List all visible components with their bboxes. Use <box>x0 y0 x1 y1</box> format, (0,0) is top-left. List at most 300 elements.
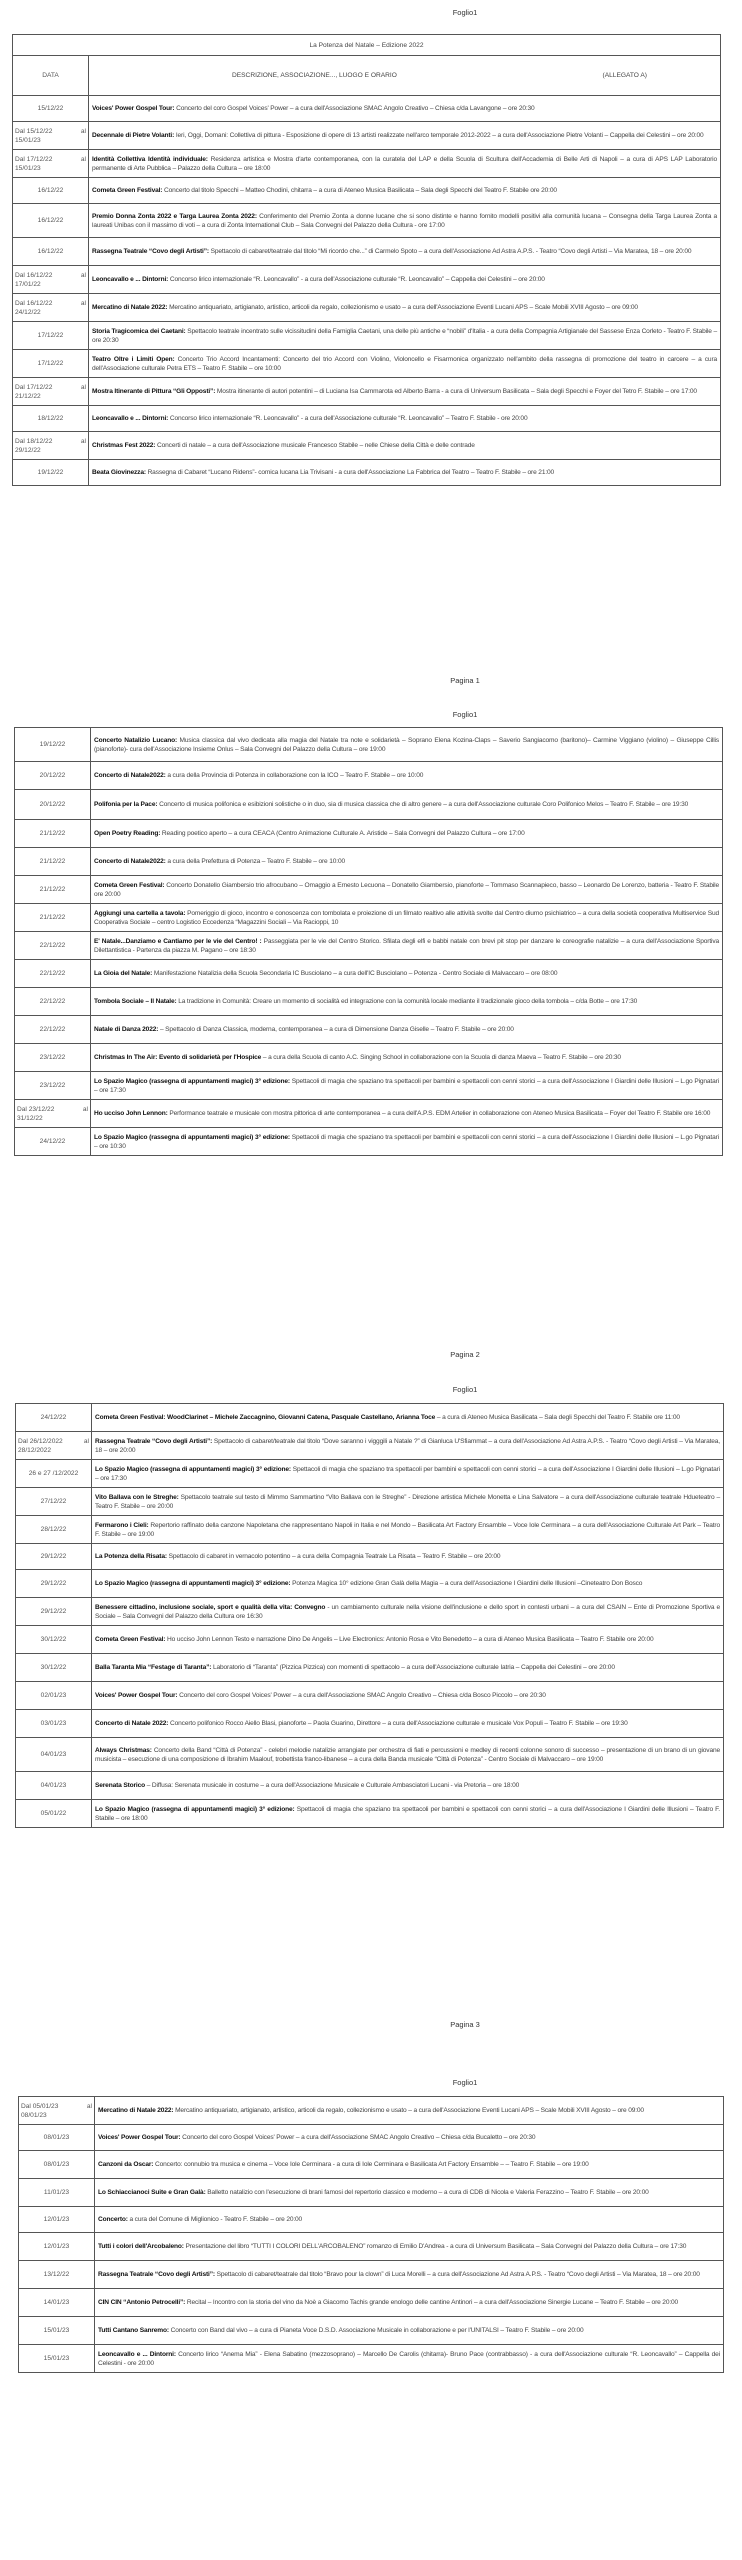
event-title: Concerto di Natale2022: <box>94 772 166 779</box>
date-range-start-line <box>15 271 86 280</box>
event-details: – a cura di Ateneo Musica Basilicata – Sala degli Specchi del Teatro F. Stabile ore 11:00 <box>435 1414 680 1421</box>
event-description <box>89 350 721 378</box>
event-title: Vito Ballava con le Streghe: <box>95 1493 179 1501</box>
event-date <box>13 294 89 322</box>
event-description <box>92 1404 724 1432</box>
event-date: 30/12/22 <box>16 1654 92 1682</box>
event-description <box>89 150 721 178</box>
event-date: 16/12/22 <box>13 178 89 204</box>
event-description <box>89 266 721 294</box>
schedule-table-page-4 <box>18 2096 724 2373</box>
event-title: Lo Spazio Magico (rassegna di appuntamenti magici) 3° edizione: <box>95 1580 291 1587</box>
event-title: Canzoni da Oscar: <box>98 2161 154 2168</box>
event-details: Conferimento del Premio Zonta a donne lucane che si sono distinte e hanno fornito modelli positivi alla comunità lucana – Consegna della Targa Laurea Zonta a laureati Unibas con il massimo di voti – a cura di Zonta International Club – Sala Convegni del Palazzo della Cultura - ore 17:00 <box>92 212 718 229</box>
header-description-cell <box>89 56 721 96</box>
table-row <box>19 2289 724 2317</box>
event-details: Rassegna di Cabaret “Lucano Ridens”- comica lucana Lia Trivisani - a cura dell'Associazione La Fabbrica del Teatro – Teatro F. Stabile – ore 21:00 <box>145 469 555 476</box>
event-details: Passeggiata per le vie del Centro Storico. Sfilata degli elfi e babbi natale con brevi pit stop per danzare le coreografie natalizie – a cura dell'Associazione Sportiva Dilettantistica - Partenza da piazza M. Pagano – ore 18:30 <box>94 937 719 954</box>
event-description <box>92 1598 724 1626</box>
event-date <box>13 122 89 150</box>
date-range-start-line <box>15 127 86 136</box>
event-title: Teatro Oltre i Limiti Open: <box>92 355 175 363</box>
event-description <box>89 96 721 122</box>
event-title: Concerto Natalizio Lucano: <box>94 736 178 744</box>
sheet-label: Foglio1 <box>452 1385 478 1394</box>
event-description <box>92 1432 724 1460</box>
date-range-start-line <box>21 2102 92 2111</box>
date-from: Dal 26/12/2022 <box>18 1437 63 1445</box>
table-row <box>16 1516 724 1544</box>
event-details: Spettacoli di magia che spaziano tra spettacoli per bambini e spettacoli con cenni storici – a cura dell'Associazione I Giardini delle Illusioni – L.go Pignatari – ore 17:30 <box>95 1465 720 1482</box>
event-description <box>92 1488 724 1516</box>
event-description <box>95 2179 724 2207</box>
event-title: Christmas In The Air: Evento di solidarietà per l'Hospice <box>94 1054 262 1061</box>
date-range-start-line <box>15 437 86 446</box>
table-row <box>19 2151 724 2179</box>
event-date <box>19 2097 95 2125</box>
date-al: al <box>80 127 86 135</box>
event-title: Balla Taranta Mia “Festage di Taranta”: <box>95 1664 212 1671</box>
event-description <box>91 790 723 820</box>
event-details: Musica classica dal vivo dedicata alla magia del Natale tra note e solidarietà – Soprano Elena Kozina-Claps – Saverio Sangiacomo (baritono)– Carmine Viggiano (violino) – Giuseppe Cillis (pianoforte)- cura dell'Associazione Insieme Onlus – Sala Convegni del Palazzo della Cultura – ore 19:00 <box>94 736 719 753</box>
table-title: La Potenza del Natale – Edizione 2022 <box>13 35 721 56</box>
table-row <box>13 350 721 378</box>
event-date: 22/12/22 <box>15 932 91 960</box>
event-date: 14/01/23 <box>19 2289 95 2317</box>
table-row <box>19 2125 724 2151</box>
date-to: 08/01/23 <box>21 2111 47 2119</box>
event-description <box>95 2345 724 2373</box>
table-row <box>15 820 723 848</box>
date-to: 24/12/22 <box>15 308 41 316</box>
event-details: Concerto polifonico Rocco Aiello Blasi, pianoforte – Paola Guarino, Direttore – a cura dell'Associazione culturale e musicale Vox Populi – Teatro F. Stabile – ore 19:30 <box>168 1720 628 1727</box>
table-row <box>16 1710 724 1738</box>
event-title: Open Poetry Reading: <box>94 830 161 837</box>
event-details: – Diffusa: Serenata musicale in costume – a cura dell'Associazione Musicale e Culturale Ambasciatori Lucani - via Pretoria – ore 18:00 <box>145 1782 520 1789</box>
event-date <box>13 432 89 460</box>
date-from: Dal 23/12/22 <box>17 1105 55 1113</box>
table-title-row <box>13 35 721 56</box>
date-from: Dal 17/12/22 <box>15 383 53 391</box>
event-description <box>91 728 723 762</box>
event-date: 15/12/22 <box>13 96 89 122</box>
event-description <box>95 2317 724 2345</box>
event-date: 13/12/22 <box>19 2261 95 2289</box>
date-from: Dal 16/12/22 <box>15 271 53 279</box>
event-date: 30/12/22 <box>16 1626 92 1654</box>
sheet-label: Foglio1 <box>452 710 478 719</box>
event-details: Concerti di natale – a cura dell'Associazione musicale Francesco Stabile – nelle Chiese della Città e delle contrade <box>155 442 475 449</box>
date-al: al <box>80 437 86 445</box>
event-details: Residenza artistica e Mostra d'arte contemporanea, con la curatela del LAP e della Scuola di Scultura dell'Accademia di Belle Arti di Napoli – a cura di APS LAP Laboratorio permanente di Arte Pubblica – Palazzo della Cultura – ore 18:00 <box>92 155 717 172</box>
event-title: Tutti Cantano Sanremo: <box>98 2327 169 2334</box>
sheet-label: Foglio1 <box>452 8 478 17</box>
event-details: Pomeriggio di gioco, incontro e conoscenza con tombolata e proiezione di un filmato realtivo alle attività svolte dal Centro diurno psichiatrico – a cura della società cooperativa Multiservice Sud Cooperativa Sociale – centro Logistico Eccedenza “Magazzini Sociali – Via Racioppi, 10 <box>94 909 720 926</box>
event-date: 08/01/23 <box>19 2151 95 2179</box>
event-date: 20/12/22 <box>15 790 91 820</box>
event-title: Christmas Fest 2022: <box>92 442 156 449</box>
event-description <box>92 1654 724 1682</box>
event-date: 22/12/22 <box>15 1016 91 1044</box>
table-row <box>19 2345 724 2373</box>
event-date: 12/01/23 <box>19 2233 95 2261</box>
event-description <box>89 378 721 406</box>
event-details: Mercatino antiquariato, artigianato, artistico, articoli da regalo, collezionismo e usato – a cura dell'Associazione Eventi Lucani APS – Scale Mobili XVIII Agosto – ore 09:00 <box>167 304 638 311</box>
event-title: Cometa Green Festival: <box>94 881 165 889</box>
date-to: 21/12/22 <box>15 392 41 400</box>
event-title: Premio Donna Zonta 2022 e Targa Laurea Zonta 2022: <box>92 212 257 220</box>
event-description <box>95 2125 724 2151</box>
event-details: Concerto della Band “Città di Potenza” - celebri melodie natalizie arrangiate per orchestra di fiati e percussioni e medley di recenti colonne sonoro di successo – presentazione di un brano di un giovane musicista – esecuzione di una composizione di Ibrahim Maalouf, trobettista franco-libanese – a cura della Banda musicale “Città di Potenza” - Centro Sociale di Malvaccaro – ore 19:00 <box>95 1746 720 1763</box>
table-row <box>15 1072 723 1100</box>
event-date: 24/12/22 <box>15 1128 91 1156</box>
table-row <box>15 848 723 876</box>
event-title: Lo Spazio Magico (rassegna di appuntamenti magici) 3° edizione: <box>95 1805 295 1813</box>
event-title: Concerto di Natale2022: <box>94 858 166 865</box>
event-title: Lo Spazio Magico (rassegna di appuntamenti magici) 3° edizione: <box>95 1465 291 1473</box>
event-date: 15/01/23 <box>19 2317 95 2345</box>
table-row <box>13 266 721 294</box>
table-row <box>13 432 721 460</box>
event-date: 22/12/22 <box>15 988 91 1016</box>
event-title: Natale di Danza 2022: <box>94 1026 159 1033</box>
table-row <box>16 1404 724 1432</box>
event-details: Reading poetico aperto – a cura CEACA (Centro Animazione Culturale A. Aristide – Sala Convegni del Palazzo Cultura – ore 17:00 <box>160 830 525 837</box>
table-row <box>15 988 723 1016</box>
event-details: Concorso lirico internazionale “R. Leoncavallo” - a cura dell'Associazione culturale “R. Leoncavallo” – Teatro F. Stabile - ore 20:00 <box>168 415 528 422</box>
event-description <box>92 1710 724 1738</box>
event-description <box>91 876 723 904</box>
event-description <box>91 1016 723 1044</box>
date-to: 17/01/22 <box>15 280 41 288</box>
event-date: 08/01/23 <box>19 2125 95 2151</box>
event-details: Concerto Donatello Giambersio trio afrocubano – Omaggio a Ernesto Lecuona – Donatello Giambersio, pianoforte – Tommaso Scannapieco, basso – Leonardo De Lorenzo, batteria - Teatro F. Stabile ore 20:00 <box>94 881 719 898</box>
event-date: 27/12/22 <box>16 1488 92 1516</box>
date-to: 28/12/2022 <box>18 1446 52 1454</box>
table-row <box>15 932 723 960</box>
event-date <box>13 266 89 294</box>
event-details: a cura della Provincia di Potenza in collaborazione con la ICO – Teatro F. Stabile – ore 10:00 <box>165 772 424 779</box>
event-details: Ieri, Oggi, Domani: Collettiva di pittura - Esposizione di opere di 13 artisti realizzate nell'arco temporale 2012-2022 – a cura dell'Associazione Pietre Volanti – Cappella dei Celestini – ore 20:00 <box>174 132 704 139</box>
date-range-start-line <box>18 1437 89 1446</box>
event-date: 28/12/22 <box>16 1516 92 1544</box>
date-to: 29/12/22 <box>15 446 41 454</box>
date-al: al <box>82 1105 88 1113</box>
event-date: 12/01/23 <box>19 2207 95 2233</box>
event-details: Spettacoli di magia che spaziano tra spettacoli per bambini e spettacoli con cenni storici – a cura dell'Associazione I Giardini delle Illusioni – Teatro F. Stabile – ore 18:00 <box>95 1805 720 1822</box>
event-date: 17/12/22 <box>13 350 89 378</box>
event-description <box>92 1570 724 1598</box>
table-row <box>15 904 723 932</box>
event-details: Concerto del coro Gospel Voices' Power – a cura dell'Associazione SMAC Angolo Creativo – Chiesa c/da Bosco Piccolo – ore 20:30 <box>177 1692 546 1699</box>
table-row <box>16 1460 724 1488</box>
event-date: 29/12/22 <box>16 1598 92 1626</box>
event-title: Concerto: <box>98 2216 128 2223</box>
event-description <box>91 932 723 960</box>
event-title: Decennale di Pietre Volanti: <box>92 132 175 139</box>
event-details: - un cambiamento culturale nella visione dell'inclusione e dello sport in contesti urbani – a cura del CSAIN – Ente di Promozione Sportiva e Sociale – Sala Convegni del Palazzo della Cultura ore 16:30 <box>95 1603 720 1620</box>
event-date: 02/01/23 <box>16 1682 92 1710</box>
event-title: Beata Giovinezza: <box>92 469 146 476</box>
event-description <box>91 1128 723 1156</box>
event-details: Spettacoli di magia che spaziano tra spettacoli per bambini e spettacoli con cenni storici – a cura dell'Associazione I Giardini delle Illusioni – L.go Pignatari – ore 10:30 <box>94 1133 719 1150</box>
event-description <box>89 460 721 486</box>
event-details: Spettacoli di magia che spaziano tra spettacoli per bambini e spettacoli con cenni storici – a cura dell'Associazione I Giardini delle Illusioni – L.go Pignatari – ore 17:30 <box>94 1077 719 1094</box>
date-al: al <box>80 383 86 391</box>
event-details: Spettacolo di cabaret in vernacolo potentino – a cura della Compagnia Teatrale La Risata – Teatro F. Stabile – ore 20:00 <box>166 1553 501 1560</box>
table-row <box>13 460 721 486</box>
table-row <box>16 1682 724 1710</box>
event-details: Concerto: connubio tra musica e cinema – Voce Iole Cerminara - a cura di Iole Cerminara e Basilicata Art Factory Ensamble – – Teatro F. Stabile – ore 19:00 <box>153 2161 589 2168</box>
event-date <box>13 150 89 178</box>
date-al: al <box>80 155 86 163</box>
event-details: Concerto Trio Accord Incantamenti: Concerto del trio Accord con Violino, Violoncello e Fisarmonica organizzato nell'ambito della rassegna di promozione del teatro in carcere – a cura dell'Associazione culturale Petra ETS – Teatro F. Stabile – ore 10:00 <box>92 355 718 372</box>
date-from: Dal 17/12/22 <box>15 155 53 163</box>
event-date: 19/12/22 <box>15 728 91 762</box>
event-date: 21/12/22 <box>15 820 91 848</box>
event-date: 21/12/22 <box>15 876 91 904</box>
event-date: 22/12/22 <box>15 960 91 988</box>
event-description <box>95 2151 724 2179</box>
table-row <box>19 2317 724 2345</box>
table-row <box>19 2261 724 2289</box>
event-title: Fermarono i Cieli: <box>95 1521 149 1529</box>
event-details: Concerto del coro Gospel Voices' Power – a cura dell'Associazione SMAC Angolo Creativo – Chiesa c/da Bucaletto – ore 20:30 <box>180 2134 536 2141</box>
table-row <box>19 2207 724 2233</box>
event-description <box>95 2097 724 2125</box>
table-row <box>16 1544 724 1570</box>
table-row <box>13 204 721 238</box>
table-row <box>19 2097 724 2125</box>
event-title: Lo Spazio Magico (rassegna di appuntamenti magici) 3° edizione: <box>94 1077 290 1085</box>
event-details: Balletto natalizio con l'esecuzione di brani famosi del repertorio classico e moderno – a cura di CDB di Nicola e Valeria Ferazzino – Teatro F. Stabile – ore 20:00 <box>205 2189 649 2196</box>
date-range-start-line <box>15 155 86 164</box>
event-details: Spettacolo di cabaret/teatrale dal titolo “Mi ricordo che...” di Carmelo Spoto – a cura dell'Associazione Ad Astra A.P.S. - Teatro “Covo degli Artisti – Via Maratea, 18 – ore 20:00 <box>208 248 692 255</box>
date-from: Dal 18/12/22 <box>15 437 53 445</box>
event-title: Always Christmas: <box>95 1746 152 1754</box>
event-date: 24/12/22 <box>16 1404 92 1432</box>
date-al: al <box>83 1437 89 1445</box>
event-description <box>89 294 721 322</box>
event-details: Spettacolo teatrale sul testo di Mimmo Sammartino “Vito Ballava con le Streghe” - Direzione artistica Michele Monetta e Lina Salvatore – a cura dell'Associazione culturale teatrale Hdueteatro – Teatro F. Stabile – ore 20:00 <box>95 1493 720 1510</box>
event-description <box>91 1100 723 1128</box>
date-range-start-line <box>15 299 86 308</box>
event-title: Tombola Sociale – Il Natale: <box>94 998 177 1005</box>
event-title: E' Natale...Danziamo e Cantiamo per le vie del Centro! : <box>94 937 262 945</box>
table-row <box>15 762 723 790</box>
date-to: 15/01/23 <box>15 164 41 172</box>
page-number: Pagina 1 <box>450 676 480 685</box>
table-row <box>15 1044 723 1072</box>
event-date: 11/01/23 <box>19 2179 95 2207</box>
event-title: Concerto di Natale 2022: <box>95 1720 169 1727</box>
event-details: – a cura della Scuola di canto A.C. Singing School in collaborazione con la Scuola di danza Maeva – Teatro F. Stabile – ore 20:30 <box>261 1054 621 1061</box>
event-title: Lo Schiaccianoci Suite e Gran Galà: <box>98 2189 206 2196</box>
table-row <box>13 294 721 322</box>
table-row <box>16 1772 724 1800</box>
event-details: Mercatino antiquariato, artigianato, artistico, articoli da regalo, collezionismo e usato – a cura dell'Associazione Eventi Lucani APS – Scale Mobili XVIII Agosto – ore 09:00 <box>173 2107 644 2114</box>
event-description <box>92 1800 724 1828</box>
event-description <box>89 432 721 460</box>
table-row <box>15 790 723 820</box>
table-row <box>13 322 721 350</box>
event-title: Mercatino di Natale 2022: <box>98 2107 174 2114</box>
header-description: DESCRIZIONE, ASSOCIAZIONE..., LUOGO E ORARIO <box>232 72 397 79</box>
event-description <box>92 1544 724 1570</box>
event-date: 23/12/22 <box>15 1044 91 1072</box>
table-row <box>15 728 723 762</box>
date-al: al <box>86 2102 92 2110</box>
event-title: Identità Collettiva Identità individuale: <box>92 155 208 163</box>
date-from: Dal 05/01/23 <box>21 2102 59 2110</box>
event-details: Concerto con Band dal vivo – a cura di Pianeta Voce D.S.D. Associazione Musicale in collaborazione e per l'UNITALSI – Teatro F. Stabile – ore 20:00 <box>168 2327 584 2334</box>
event-date <box>16 1432 92 1460</box>
event-description <box>95 2233 724 2261</box>
event-description <box>92 1516 724 1544</box>
event-details: Spettacolo di cabaret/teatrale dal titolo “Bravo pour la clown” di Luca Morelli – a cura dell'Associazione Ad Astra A.P.S. - Teatro “Covo degli Artisti – Via Maratea, 18 – ore 20:00 <box>214 2271 700 2278</box>
event-title: Benessere cittadino, inclusione sociale, sport e qualità della vita: Convegno <box>95 1603 326 1611</box>
schedule-table-page-3 <box>15 1403 724 1828</box>
date-range-start-line <box>15 383 86 392</box>
event-date: 16/12/22 <box>13 204 89 238</box>
event-description <box>89 122 721 150</box>
event-description <box>95 2261 724 2289</box>
table-row <box>13 238 721 266</box>
event-title: Cometa Green Festival: WoodClarinet – Michele Zaccagnino, Giovanni Catena, Pasquale Castellano, Arianna Toce <box>95 1414 436 1421</box>
event-description <box>91 960 723 988</box>
event-title: Rassegna Teatrale “Covo degli Artisti”: <box>98 2271 215 2278</box>
event-date: 15/01/23 <box>19 2345 95 2373</box>
schedule-table-page-2 <box>14 727 723 1156</box>
event-description <box>95 2289 724 2317</box>
date-from: Dal 15/12/22 <box>15 127 53 135</box>
table-row <box>16 1432 724 1460</box>
event-description <box>89 204 721 238</box>
event-date: 03/01/23 <box>16 1710 92 1738</box>
page-number: Pagina 2 <box>450 1350 480 1359</box>
event-details: La tradizione in Comunità: Creare un momento di socialità ed integrazione con la comunità locale mediante il tradizionale gioco della tombola – c/da Botte – ore 17:30 <box>176 998 638 1005</box>
event-details: a cura del Comune di Miglionico - Teatro F. Stabile – ore 20:00 <box>127 2216 303 2223</box>
event-title: La Gioia del Natale: <box>94 970 153 977</box>
sheet-label: Foglio1 <box>452 2078 478 2087</box>
event-title: Cometa Green Festival: <box>92 187 163 194</box>
event-details: Spettacolo teatrale incentrato sulle vicissitudini della Famiglia Caetani, una delle più antiche e “nobili” d'Italia - a cura della Compagnia Artigianale del Sassese Enza Corleto - Teatro F. Stabile – ore 20:30 <box>92 327 717 344</box>
event-title: Rassegna Teatrale “Covo degli Artisti”: <box>92 248 209 255</box>
event-title: Voices' Power Gospel Tour: <box>98 2134 181 2141</box>
event-details: – Spettacolo di Danza Classica, moderna, contemporanea – a cura di Dimensione Danza Giselle – Teatro F. Stabile – ore 20:00 <box>158 1026 514 1033</box>
event-date: 29/12/22 <box>16 1544 92 1570</box>
event-title: Polifonia per la Pace: <box>94 801 158 808</box>
event-description <box>89 178 721 204</box>
event-details: Concerto del coro Gospel Voices' Power – a cura dell'Associazione SMAC Angolo Creativo – Chiesa c/da Lavangone – ore 20:30 <box>174 105 535 112</box>
date-al: al <box>80 271 86 279</box>
event-title: Leoncavallo e ... Dintorni: <box>92 415 169 422</box>
event-date: 18/12/22 <box>13 406 89 432</box>
event-date: 04/01/23 <box>16 1772 92 1800</box>
event-description <box>92 1738 724 1772</box>
event-title: Voices' Power Gospel Tour: <box>92 105 175 112</box>
table-row <box>13 378 721 406</box>
event-description <box>91 1044 723 1072</box>
table-row <box>16 1570 724 1598</box>
page-number: Pagina 3 <box>450 2020 480 2029</box>
event-title: Storia Tragicomica dei Caetani: <box>92 327 186 335</box>
table-row <box>13 150 721 178</box>
event-details: Concorso lirico internazionale “R. Leoncavallo” - a cura dell'Associazione culturale “R. Leoncavallo” – Cappella dei Celestini – ore 20:00 <box>168 276 545 283</box>
event-details: Concerto dal titolo Specchi – Matteo Chodini, chitarra – a cura di Ateneo Musica Basilicata – Sala degli Specchi del Teatro F. Stabile ore 20:00 <box>162 187 557 194</box>
event-title: Rassegna Teatrale “Covo degli Artisti”: <box>95 1437 213 1445</box>
event-title: Mercatino di Natale 2022: <box>92 304 168 311</box>
event-description <box>91 820 723 848</box>
event-date: 26 e 27 /12/2022 <box>16 1460 92 1488</box>
event-description <box>89 406 721 432</box>
table-row <box>16 1626 724 1654</box>
header-attachment: (ALLEGATO A) <box>602 72 647 79</box>
table-row <box>16 1598 724 1626</box>
event-date: 21/12/22 <box>15 904 91 932</box>
event-title: Tutti i colori dell'Arcobaleno: <box>98 2243 184 2250</box>
table-row <box>15 1100 723 1128</box>
event-details: a cura della Prefettura di Potenza – Teatro F. Stabile – ore 10:00 <box>165 858 346 865</box>
event-date <box>15 1100 91 1128</box>
event-title: Mostra Itinerante di Pittura “Gli Opposti”: <box>92 388 216 395</box>
table-row <box>16 1488 724 1516</box>
event-description <box>92 1772 724 1800</box>
event-details: Mostra itinerante di autori potentini – di Luciana Isa Cammarota ed Alberto Barra - a cura di Universum Basilicata – Sala degli Specchi e Foyer del Tetro F. Stabile – ore 17:00 <box>215 388 697 395</box>
date-to: 15/01/23 <box>15 136 41 144</box>
event-date: 05/01/22 <box>16 1800 92 1828</box>
event-title: Lo Spazio Magico (rassegna di appuntamenti magici) 3° edizione: <box>94 1133 290 1141</box>
table-row <box>13 122 721 150</box>
event-details: Presentazione del libro “TUTTI I COLORI DELL'ARCOBALENO” romanzo di Emilio D'Andrea - a cura di Universum Basilicata – Sala Convegni del Palazzo della Cultura – ore 17:30 <box>183 2243 687 2250</box>
event-description <box>91 988 723 1016</box>
event-title: Leoncavallo e ... Dintorni: <box>92 276 169 283</box>
table-row <box>16 1800 724 1828</box>
event-details: Potenza Magica 10° edizione Gran Galà della Magia – a cura dell'Associazione I Giardini delle Illusioni –Cineteatro Don Bosco <box>290 1580 643 1587</box>
event-date <box>13 378 89 406</box>
event-details: Spettacolo di cabaret/teatrale dal titolo “Dove saranno i vigggili a Natale ?” di Gianluca U'Sfiammat – a cura dell'Associazione Ad Astra A.P.S. - Teatro “Covo degli Artisti – Via Maratea, 18 – ore 20:00 <box>95 1437 720 1454</box>
event-description <box>91 848 723 876</box>
event-description <box>91 904 723 932</box>
event-details: Recital – Incontro con la storia del vino da Noè a Giacomo Tachis grande enologo delle cantine Antinori – a cura dell'Associazione Sinergie Lucane – Teatro F. Stabile – ore 20:00 <box>185 2299 679 2306</box>
event-title: La Potenza della Risata: <box>95 1553 167 1560</box>
table-row <box>13 96 721 122</box>
event-description <box>89 238 721 266</box>
schedule-table-page-1 <box>12 34 721 486</box>
header-date: DATA <box>13 56 89 96</box>
date-from: Dal 16/12/22 <box>15 299 53 307</box>
table-header-row <box>13 56 721 96</box>
event-date: 23/12/22 <box>15 1072 91 1100</box>
event-details: Repertorio raffinato della canzone Napoletana che rappresentano Napoli in Italia e nel Mondo – Basilicata Art Factory Ensamble – Voce Iole Cerminara – a cura dell'Associazione Culturale Art Park – Teatro F. Stabile – ore 19:00 <box>95 1521 720 1538</box>
event-description <box>92 1626 724 1654</box>
date-to: 31/12/22 <box>17 1114 43 1122</box>
date-range-start-line <box>17 1105 88 1114</box>
event-title: Aggiungi una cartella a tavola: <box>94 909 186 917</box>
date-al: al <box>80 299 86 307</box>
event-date: 04/01/23 <box>16 1738 92 1772</box>
event-details: Manifestazione Natalizia della Scuola Secondaria IC Busciolano – a cura dell'IC Busciolano – Potenza - Centro Sociale di Malvaccaro – ore 08:00 <box>152 970 558 977</box>
event-title: Leoncavallo e ... Dintorni: <box>98 2350 176 2358</box>
event-date: 19/12/22 <box>13 460 89 486</box>
event-title: Ho ucciso John Lennon: <box>94 1110 168 1117</box>
table-row <box>16 1654 724 1682</box>
event-title: Serenata Storico <box>95 1782 146 1789</box>
event-description <box>95 2207 724 2233</box>
event-details: Performance teatrale e musicale con mostra pittorica di arte contemporanea – a cura dell'A.P.S. EDM Artelier in collaborazione con Ateneo Musica Basilicata – Foyer del Teatro F. Stabile ore 16:00 <box>167 1110 711 1117</box>
table-row <box>19 2233 724 2261</box>
table-row <box>13 178 721 204</box>
